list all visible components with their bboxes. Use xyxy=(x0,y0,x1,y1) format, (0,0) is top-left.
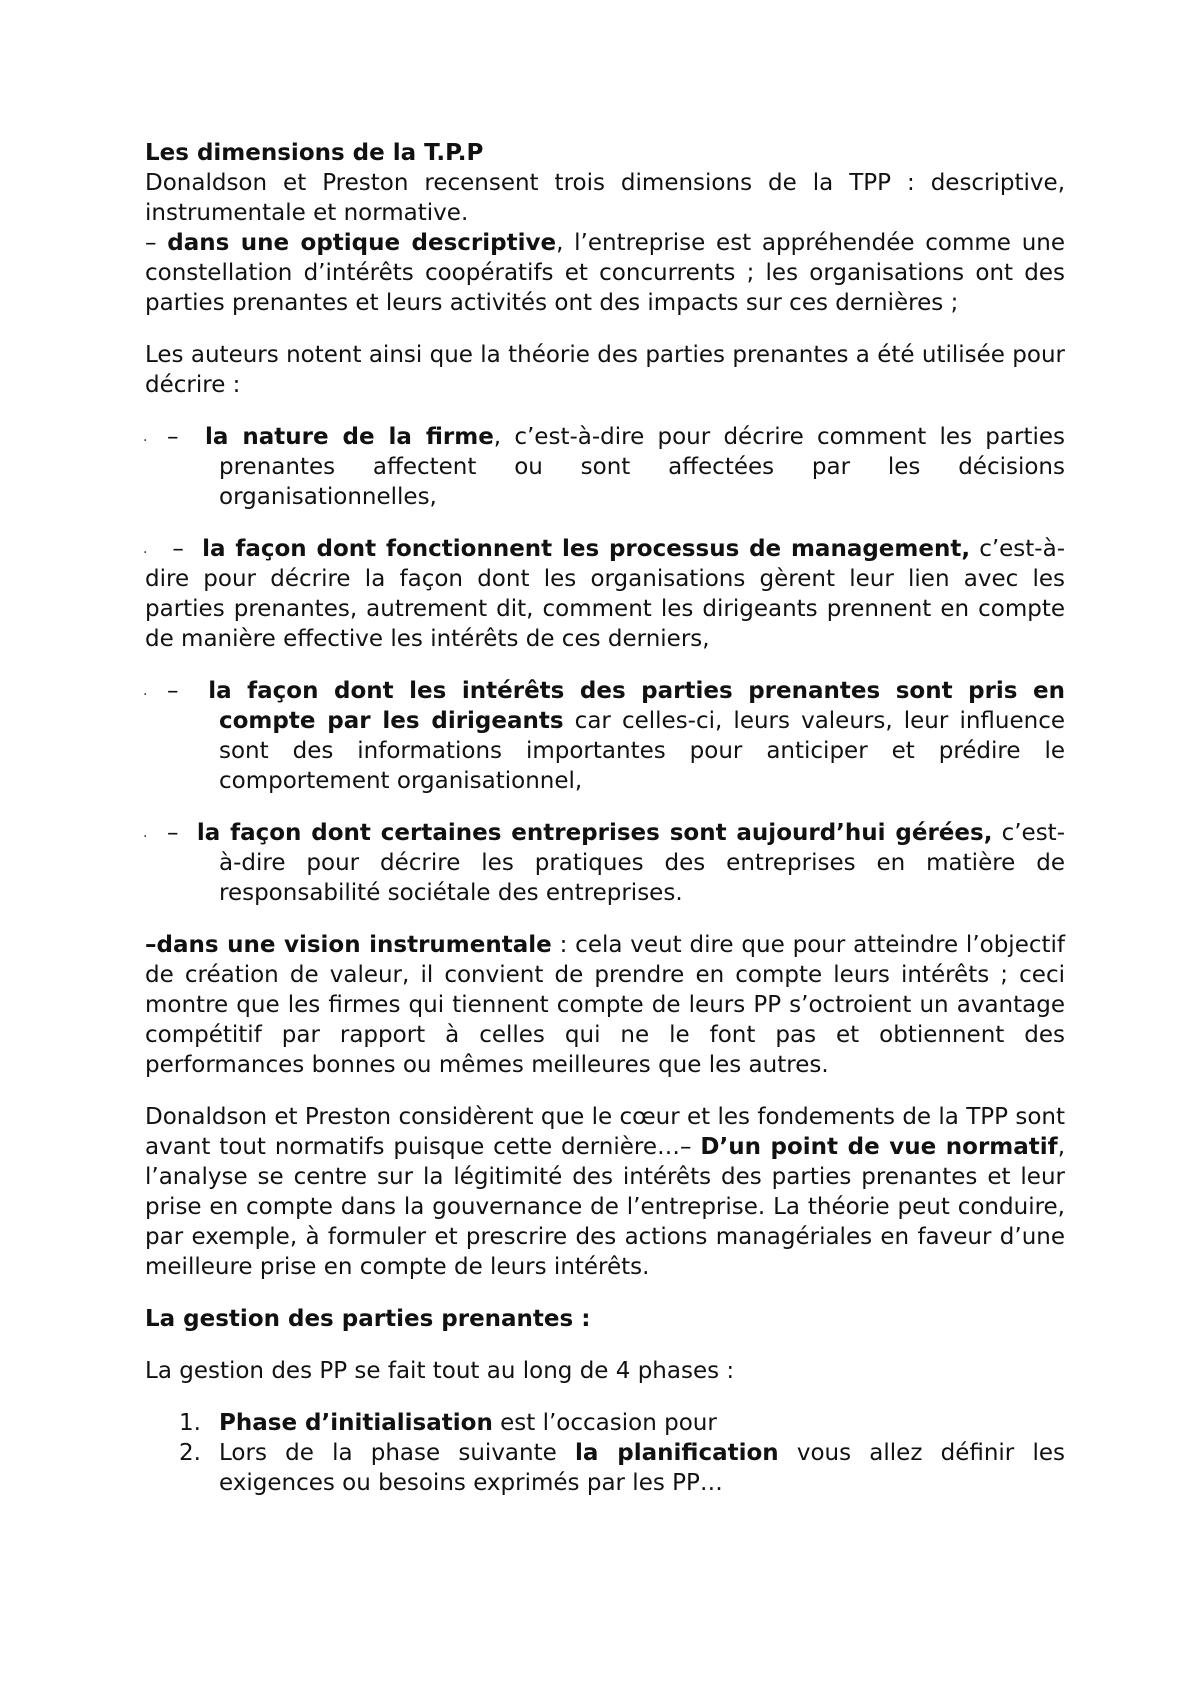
normative-bold: D’un point de vue normatif xyxy=(700,1134,1058,1160)
normative-lead: Donaldson et Preston considèrent que le cœur et les fondements de la TPP sont avant tout normatifs puisque cette dernière…– xyxy=(145,1104,1065,1160)
bullet-text xyxy=(145,818,1065,908)
phase-pre: Lors de la phase suivante xyxy=(219,1440,575,1466)
bullet-bold: la façon dont certaines entreprises sont aujourd’hui gérées, xyxy=(196,820,993,846)
list-item xyxy=(145,818,1065,908)
bullet-bold: la nature de la firme xyxy=(205,424,494,450)
descriptive-text: , l’entreprise est appréhendée comme une constellation d’intérêts coopératifs et concurrents ; les organisations ont des parties prenantes et leurs activités ont des impacts sur ces dernières ; xyxy=(145,230,1066,316)
bullet-dash: – xyxy=(167,820,179,846)
bullet-dot: · xyxy=(143,687,148,703)
bullet-dot: · xyxy=(143,829,148,845)
instrumental-bold: –dans une vision instrumentale xyxy=(145,932,552,958)
instrumental-paragraph xyxy=(145,930,1065,1080)
section-title: Les dimensions de la T.P.P xyxy=(145,140,484,166)
management-intro: La gestion des PP se fait tout au long de 4 phases : xyxy=(145,1358,735,1384)
bullet-text xyxy=(145,676,1065,796)
list-item xyxy=(145,422,1065,512)
phase-rest: est l’occasion pour xyxy=(492,1410,717,1436)
bullet-dot: · xyxy=(143,545,148,561)
bullet-dash: – xyxy=(172,536,184,562)
list-number: 1. xyxy=(179,1410,201,1436)
list-number: 2. xyxy=(179,1440,201,1466)
bullet-dash: – xyxy=(167,678,179,704)
descriptive-paragraph xyxy=(145,228,1065,318)
phases-list xyxy=(145,1408,1065,1498)
phase-bold: la planification xyxy=(574,1440,779,1466)
normative-paragraph xyxy=(145,1102,1065,1282)
bullet-rest: c’est-à-dire pour décrire les pratiques des entreprises en matière de responsabilité sociétale des entreprises. xyxy=(219,820,1066,906)
descriptive-bold: dans une optique descriptive xyxy=(167,230,557,256)
normative-text: , l’analyse se centre sur la légitimité des intérêts des parties prenantes et leur prise en compte dans la gouvernance de l’entreprise. La théorie peut conduire, par exemple, à formuler et prescrire des actions managériales en faveur d’une meilleure prise en compte de leurs intérêts. xyxy=(145,1134,1065,1280)
bullet-bold: la façon dont les intérêts des parties prenantes sont pris en compte par les dirigeants xyxy=(208,678,1065,734)
bullet-dot: · xyxy=(143,433,148,449)
bullet-rest: car celles-ci, leurs valeurs, leur influence sont des informations importantes pour anticiper et prédire le comportement organisationnel, xyxy=(219,708,1065,794)
intro-paragraph: Donaldson et Preston recensent trois dimensions de la TPP : descriptive, instrumentale et normative. xyxy=(145,170,1065,226)
bullet-text xyxy=(145,422,1065,512)
management-heading: La gestion des parties prenantes : xyxy=(145,1306,591,1332)
phase-rest: vous allez définir les exigences ou besoins exprimés par les PP… xyxy=(219,1440,1065,1496)
bullet-rest: c’est-à-dire pour décrire la façon dont les organisations gèrent leur lien avec les parties prenantes, autrement dit, comment les dirigeants prennent en compte de manière effective les intérêts de ces derniers, xyxy=(145,536,1066,652)
list-item xyxy=(145,676,1065,796)
list-item xyxy=(145,1438,1065,1498)
instrumental-text: : cela veut dire que pour atteindre l’objectif de création de valeur, il convient de prendre en compte leurs intérêts ; ceci montre que les firmes qui tiennent compte de leurs PP s’octroient un avantage compétitif par rapport à celles qui ne le font pas et obtiennent des performances bonnes ou mêmes meilleures que les autres. xyxy=(145,932,1065,1078)
document-page xyxy=(145,138,1065,1498)
list-item xyxy=(145,1408,1065,1438)
authors-note: Les auteurs notent ainsi que la théorie des parties prenantes a été utilisée pour décrire : xyxy=(145,342,1065,398)
bullet-text xyxy=(145,534,1065,654)
bullet-rest: , c’est-à-dire pour décrire comment les parties prenantes affectent ou sont affectées par les décisions organisationnelles, xyxy=(219,424,1066,510)
bullet-dash: – xyxy=(167,424,179,450)
list-item xyxy=(145,534,1065,654)
phase-bold: Phase d’initialisation xyxy=(219,1410,493,1436)
bullet-bold: la façon dont fonctionnent les processus de management, xyxy=(202,536,971,562)
dash: – xyxy=(145,230,157,256)
